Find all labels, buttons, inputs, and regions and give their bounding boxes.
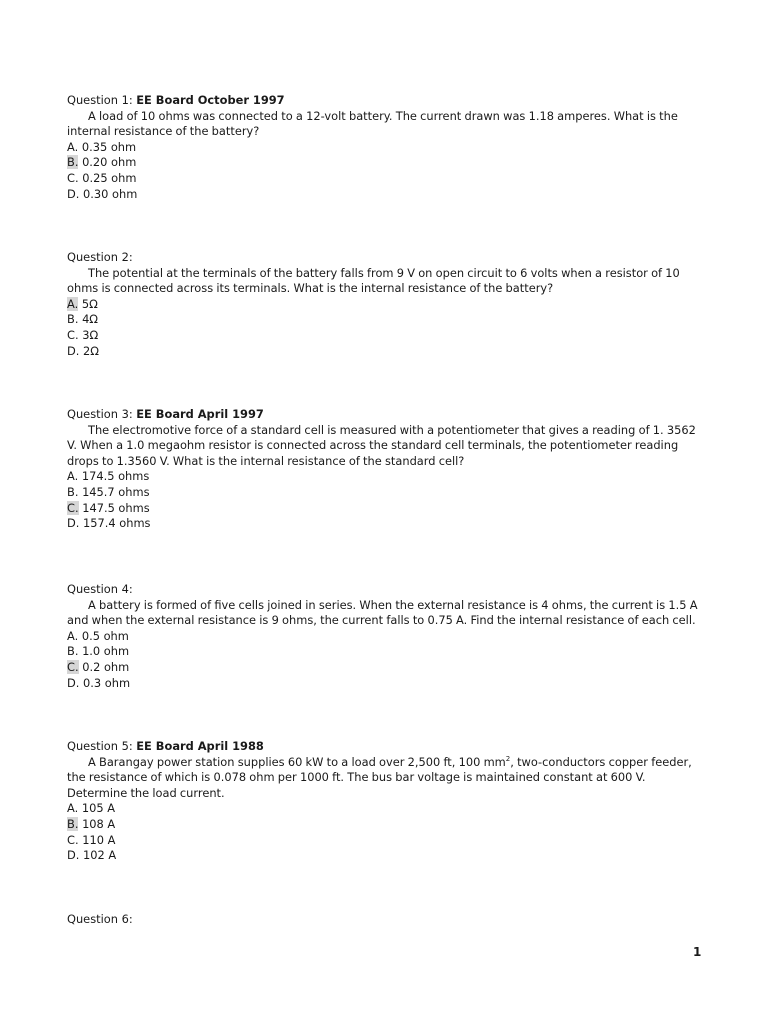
option-letter: D. xyxy=(67,343,80,358)
question-header xyxy=(67,582,707,598)
option-text: 5Ω xyxy=(81,296,98,311)
option-text: 4Ω xyxy=(82,312,99,327)
question-source: EE Board April 1988 xyxy=(136,739,264,753)
option-text: 0.30 ohm xyxy=(83,186,138,201)
option-text: 1.0 ohm xyxy=(82,644,130,659)
option-letter-marked: B. xyxy=(67,816,79,831)
option-letter: D. xyxy=(67,675,80,690)
option-letter: A. xyxy=(67,469,79,484)
question-header xyxy=(67,912,707,928)
option-text: 110 A xyxy=(82,832,116,847)
question-header xyxy=(67,739,707,755)
option-text: 147.5 ohms xyxy=(82,500,150,515)
answer-option-a xyxy=(67,629,707,645)
question-3 xyxy=(67,407,707,532)
option-letter: D. xyxy=(67,516,80,531)
question-text-part: A Barangay power station supplies 60 kW to a load over 2,500 ft, 100 mm xyxy=(88,754,506,769)
question-1 xyxy=(67,93,707,202)
answer-option-c xyxy=(67,328,707,344)
question-5 xyxy=(67,739,707,864)
answer-option-d xyxy=(67,676,707,692)
question-text: The potential at the terminals of the battery falls from 9 V on open circuit to 6 volts when a resistor of 10 ohms is connected across its terminals. What is the internal resistance of the battery? xyxy=(67,265,680,296)
option-text: 0.2 ohm xyxy=(82,659,130,674)
option-letter-marked: C. xyxy=(67,500,79,515)
option-text: 108 A xyxy=(82,816,116,831)
option-text: 145.7 ohms xyxy=(82,484,150,499)
option-text: 102 A xyxy=(83,848,117,863)
option-letter: A. xyxy=(67,801,79,816)
answer-option-d xyxy=(67,187,707,203)
answer-option-d xyxy=(67,516,707,532)
question-label: Question 1: xyxy=(67,93,133,107)
answer-option-b xyxy=(67,312,707,328)
page-number: 1 xyxy=(693,945,702,959)
answer-option-c xyxy=(67,660,707,676)
answer-option-d xyxy=(67,344,707,360)
option-letter: C. xyxy=(67,170,79,185)
question-6 xyxy=(67,912,707,928)
answer-option-b xyxy=(67,485,707,501)
option-letter: A. xyxy=(67,139,79,154)
option-text: 157.4 ohms xyxy=(83,516,151,531)
option-text: 3Ω xyxy=(82,327,99,342)
question-label: Question 5: xyxy=(67,739,133,753)
answer-option-c xyxy=(67,501,707,517)
option-letter: D. xyxy=(67,848,80,863)
superscript: 2 xyxy=(505,754,511,763)
question-4 xyxy=(67,582,707,691)
question-label: Question 6: xyxy=(67,912,133,926)
option-text: 2Ω xyxy=(83,343,99,358)
option-text: 0.3 ohm xyxy=(83,675,131,690)
question-text xyxy=(67,755,707,802)
question-text: A load of 10 ohms was connected to a 12-volt battery. The current drawn was 1.18 amperes. What is the internal resistance of the battery? xyxy=(67,108,678,139)
option-text: 0.5 ohm xyxy=(81,628,129,643)
answer-option-d xyxy=(67,848,707,864)
option-text: 0.25 ohm xyxy=(82,170,137,185)
question-source: EE Board October 1997 xyxy=(136,93,285,107)
question-2 xyxy=(67,250,707,359)
option-letter: B. xyxy=(67,312,79,327)
answer-option-a xyxy=(67,297,707,313)
question-source: EE Board April 1997 xyxy=(136,407,264,421)
option-letter: D. xyxy=(67,186,80,201)
question-label: Question 3: xyxy=(67,407,133,421)
question-label: Question 4: xyxy=(67,582,133,596)
option-letter-marked: A. xyxy=(67,296,79,311)
option-letter: C. xyxy=(67,832,79,847)
answer-option-b xyxy=(67,155,707,171)
option-text: 0.20 ohm xyxy=(82,155,137,170)
option-letter-marked: C. xyxy=(67,659,79,674)
answer-option-a xyxy=(67,469,707,485)
option-text: 0.35 ohm xyxy=(81,139,137,154)
answer-option-b xyxy=(67,644,707,660)
answer-option-c xyxy=(67,833,707,849)
question-text: A battery is formed of five cells joined in series. When the external resistance is 4 ohms, the current is 1.5 A and when the external resistance is 9 ohms, the current falls to 0.75 A. Find the internal resistance of each cell. xyxy=(67,597,698,628)
option-text: 174.5 ohms xyxy=(81,469,150,484)
question-text-part: , two-conductors copper feeder, the resistance of which is 0.078 ohm per 1000 ft. The bus bar voltage is maintained constant at 600 V. Determine the load current. xyxy=(67,754,692,800)
answer-option-b xyxy=(67,817,707,833)
option-letter-marked: B. xyxy=(67,155,79,170)
option-letter: B. xyxy=(67,484,79,499)
question-text: The electromotive force of a standard cell is measured with a potentiometer that gives a reading of 1. 3562 V. When a 1.0 megaohm resistor is connected across the standard cell terminals, the potentiometer reading drops to 1.3560 V. What is the internal resistance of the standard cell? xyxy=(67,422,696,468)
answer-option-c xyxy=(67,171,707,187)
question-label: Question 2: xyxy=(67,250,133,264)
option-letter: A. xyxy=(67,628,79,643)
option-letter: C. xyxy=(67,327,79,342)
option-letter: B. xyxy=(67,644,79,659)
option-text: 105 A xyxy=(81,801,115,816)
answer-option-a xyxy=(67,801,707,817)
question-header xyxy=(67,93,707,109)
answer-option-a xyxy=(67,140,707,156)
question-header xyxy=(67,250,707,266)
question-header xyxy=(67,407,707,423)
